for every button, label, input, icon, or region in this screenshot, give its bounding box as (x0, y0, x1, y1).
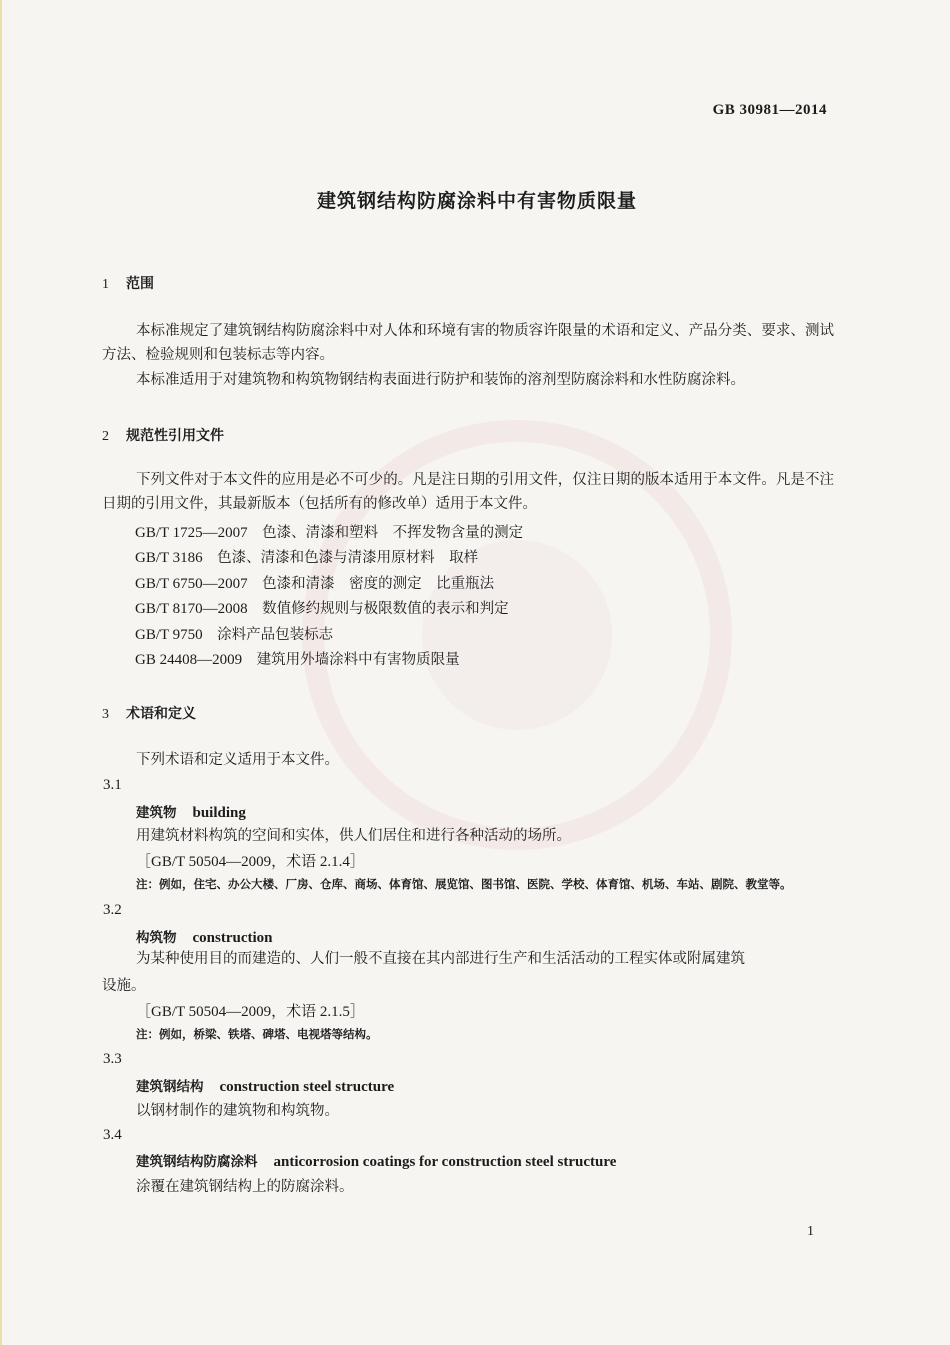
section-number: 2 (102, 429, 109, 444)
term-definition: 涂覆在建筑钢结构上的防腐涂料。 (136, 1179, 354, 1195)
reference-item (135, 521, 523, 542)
reference-title: 涂料产品包装标志 (217, 627, 334, 643)
term-number: 3.1 (103, 777, 122, 793)
term-zh: 建筑物 (136, 805, 177, 821)
reference-code: GB/T 1725—2007 (135, 525, 248, 541)
scope-paragraph-2: 本标准适用于对建筑物和构筑物钢结构表面进行防护和装饰的溶剂型防腐涂料和水性防腐涂料。 (136, 372, 745, 388)
reference-code: GB 24408—2009 (135, 652, 243, 668)
reference-title: 色漆和清漆 密度的测定 比重瓶法 (262, 576, 495, 592)
reference-code: GB/T 8170—2008 (135, 601, 248, 617)
section-title: 范围 (126, 276, 154, 292)
reference-item (135, 546, 478, 567)
reference-title: 色漆、清漆和色漆与清漆用原材料 取样 (217, 550, 479, 566)
term-en: building (192, 805, 246, 821)
reference-item (135, 597, 509, 618)
watermark-center-icon (422, 540, 612, 730)
term-note: 注：例如，住宅、办公大楼、厂房、仓库、商场、体育馆、展览馆、图书馆、医院、学校、体育馆、机场、车站、剧院、教堂等。 (136, 877, 792, 891)
term-en: construction (192, 930, 273, 946)
page-title: 建筑钢结构防腐涂料中有害物质限量 (316, 190, 637, 212)
reference-code: GB/T 6750—2007 (135, 576, 248, 592)
term-definition: 为某种使用目的而建造的、人们一般不直接在其内部进行生产和生活活动的工程实体或附属建筑 (136, 951, 745, 967)
term-en: construction steel structure (219, 1079, 395, 1095)
term-definition: 用建筑材料构筑的空间和实体，供人们居住和进行各种活动的场所。 (136, 828, 571, 844)
term-source: ［GB/T 50504—2009，术语 2.1.4］ (136, 854, 365, 870)
reference-title: 数值修约规则与极限数值的表示和判定 (262, 601, 509, 617)
section-3-heading (102, 703, 196, 723)
reference-item (135, 623, 333, 644)
section-number: 3 (102, 707, 109, 722)
term-zh: 建筑钢结构 (136, 1079, 204, 1095)
term-definition: 以钢材制作的建筑物和构筑物。 (136, 1103, 339, 1119)
term-zh: 建筑钢结构防腐涂料 (136, 1154, 258, 1170)
term-heading (136, 926, 273, 947)
page-number: 1 (807, 1224, 814, 1239)
term-number: 3.4 (103, 1127, 122, 1143)
term-definition-continued: 设施。 (102, 978, 146, 994)
references-intro: 下列文件对于本文件的应用是必不可少的。凡是注日期的引用文件，仅注日期的版本适用于本文件。凡是不注日期的引用文件，其最新版本（包括所有的修改单）适用于本文件。 (102, 472, 834, 512)
section-number: 1 (102, 277, 109, 292)
term-source: ［GB/T 50504—2009，术语 2.1.5］ (136, 1004, 365, 1020)
term-heading (136, 1075, 394, 1096)
standard-code: GB 30981—2014 (712, 102, 827, 118)
reference-code: GB/T 9750 (135, 627, 203, 643)
reference-title: 建筑用外墙涂料中有害物质限量 (256, 652, 460, 668)
term-note: 注：例如，桥梁、铁塔、碑塔、电视塔等结构。 (136, 1027, 378, 1041)
term-en: anticorrosion coatings for construction steel structure (273, 1154, 617, 1170)
reference-title: 色漆、清漆和塑料 不挥发物含量的测定 (262, 525, 524, 541)
term-heading (136, 1150, 616, 1171)
reference-code: GB/T 3186 (135, 550, 203, 566)
terms-intro: 下列术语和定义适用于本文件。 (136, 752, 339, 768)
reference-item (135, 572, 494, 593)
section-1-heading (102, 273, 154, 293)
term-zh: 构筑物 (136, 930, 177, 946)
term-number: 3.3 (103, 1051, 122, 1067)
term-heading (136, 801, 246, 822)
section-title: 术语和定义 (126, 706, 196, 722)
section-title: 规范性引用文件 (126, 428, 224, 444)
term-number: 3.2 (103, 902, 122, 918)
scope-paragraph-1: 本标准规定了建筑钢结构防腐涂料中对人体和环境有害的物质容许限量的术语和定义、产品分类、要求、测试方法、检验规则和包装标志等内容。 (102, 323, 834, 363)
reference-item (135, 648, 460, 669)
section-2-heading (102, 425, 224, 445)
